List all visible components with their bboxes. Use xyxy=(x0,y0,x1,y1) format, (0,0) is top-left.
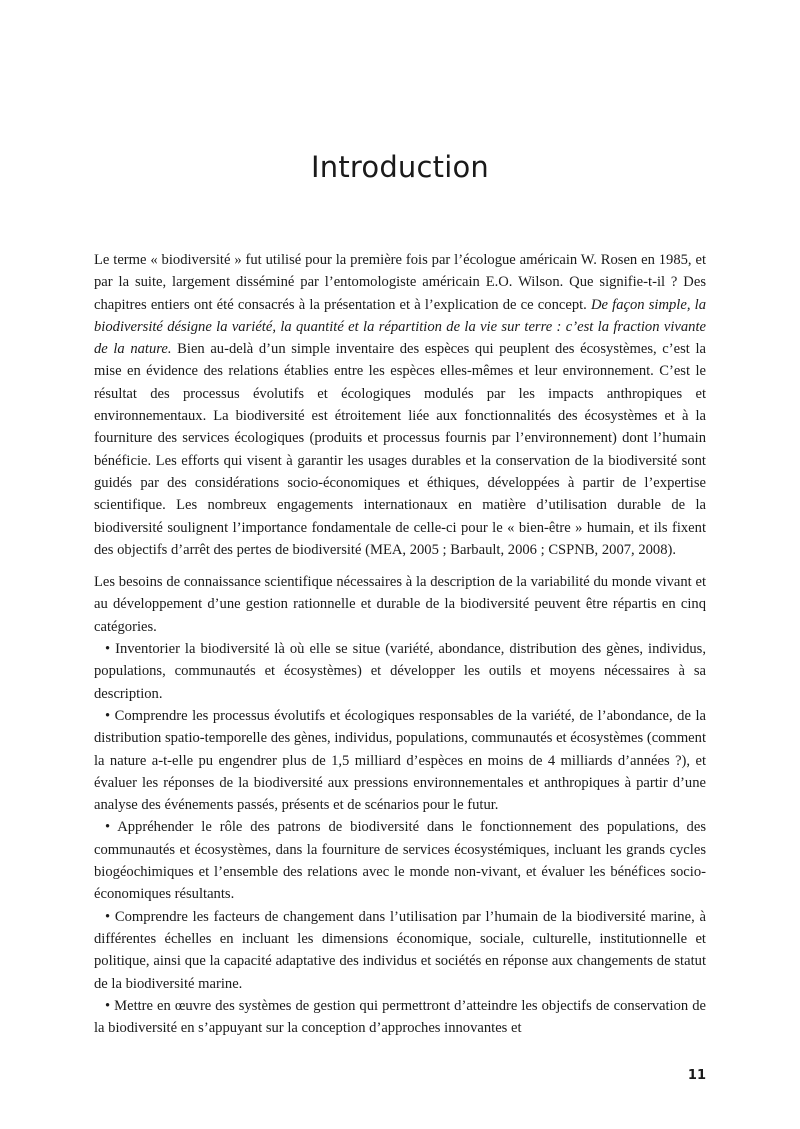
needs-paragraph: Les besoins de connaissance scientifique nécessaires à la description de la variabilité du monde vivant et au développement d’une gestion rationnelle et durable de la biodiversité peuvent être répartis en cinq catégories. xyxy=(94,574,706,635)
bullet-item-change-factors: • Comprendre les facteurs de changement dans l’utilisation par l’humain de la biodiversité marine, à différentes échelles en incluant les dimensions économique, sociale, culturelle, institutionnelle et politique, ainsi que la capacité adaptative des individus et sociétés en réponse aux changements de statut de la biodiversité marine. xyxy=(94,908,706,992)
body-text xyxy=(94,249,706,1039)
bullet-item-patterns: • Appréhender le rôle des patrons de biodiversité dans le fonctionnement des populations, des communautés et écosystèmes, dans la fourniture de services écosystémiques, incluant les grands cycles biogéochimiques et l’ensemble des relations avec le monde non-vivant, et évaluer les bénéfices socio-économiques résultants. xyxy=(94,819,706,903)
page-number: 11 xyxy=(687,1068,706,1083)
intro-text-end: Bien au-delà d’un simple inventaire des espèces qui peuplent des écosystèmes, c’est la mise en évidence des relations établies entre les espèces elles-mêmes et leur environnement. C’est le résultat des processus évolutifs et écologiques modulés par les impacts anthropiques et environnementaux. La biodiversité est étroitement liée aux fonctionnalités des écosystèmes et à la fourniture des services écologiques (produits et processus fournis par l’environnement) dont l’humain bénéficie. Les efforts qui visent à garantir les usages durables et la conservation de la biodiversité sont guidés par des considérations socio-économiques et éthiques, développées à partir de l’expertise scientifique. Les nombreux engagements internationaux en matière d’utilisation durable de la biodiversité soulignent l’importance fondamentale de celle-ci pour le « bien-être » humain, et ils fixent des objectifs d’arrêt des pertes de biodiversité (MEA, 2005 ; Barbault, 2006 ; CSPNB, 2007, 2008). xyxy=(94,341,706,558)
bullet-item-management: • Mettre en œuvre des systèmes de gestion qui permettront d’atteindre les objectifs de conservation de la biodiversité en s’appuyant sur la conception d’approches innovantes et xyxy=(94,997,706,1037)
definition-italic: De façon simple, la biodiversité désigne la variété, la quantité et la répartition de la vie sur terre : c’est la fraction vivante de la nature. xyxy=(94,296,706,358)
bullet-item-processes: • Comprendre les processus évolutifs et écologiques responsables de la variété, de l’abondance, de la distribution spatio-temporelle des gènes, individus, populations, communautés et écosystèmes (comment la nature a-t-elle pu engendrer plus de 1,5 milliard d’espèces en moins de 4 milliards d’années ?), et évaluer les réponses de la biodiversité aux pressions environnementales et anthropiques à partir d’une analyse des événements passés, présents et de scénarios pour le futur. xyxy=(94,707,707,814)
intro-text-start: Le terme « biodiversité » fut utilisé pour la première fois par l’écologue américain W. Rosen en 1985, et par la suite, largement disséminé par l’entomologiste américain E.O. Wilson. Que signifie-t-il ? Des chapitres entiers ont été consacrés à la présentation et à l’explication de ce concept. xyxy=(94,252,706,313)
intro-paragraph xyxy=(94,249,706,561)
page-title: Introduction xyxy=(310,150,489,184)
bullet-item-inventory: • Inventorier la biodiversité là où elle se situe (variété, abondance, distribution des gènes, individus, populations, communautés et écosystèmes) et développer les outils et moyens nécessaires à sa description. xyxy=(94,641,706,702)
